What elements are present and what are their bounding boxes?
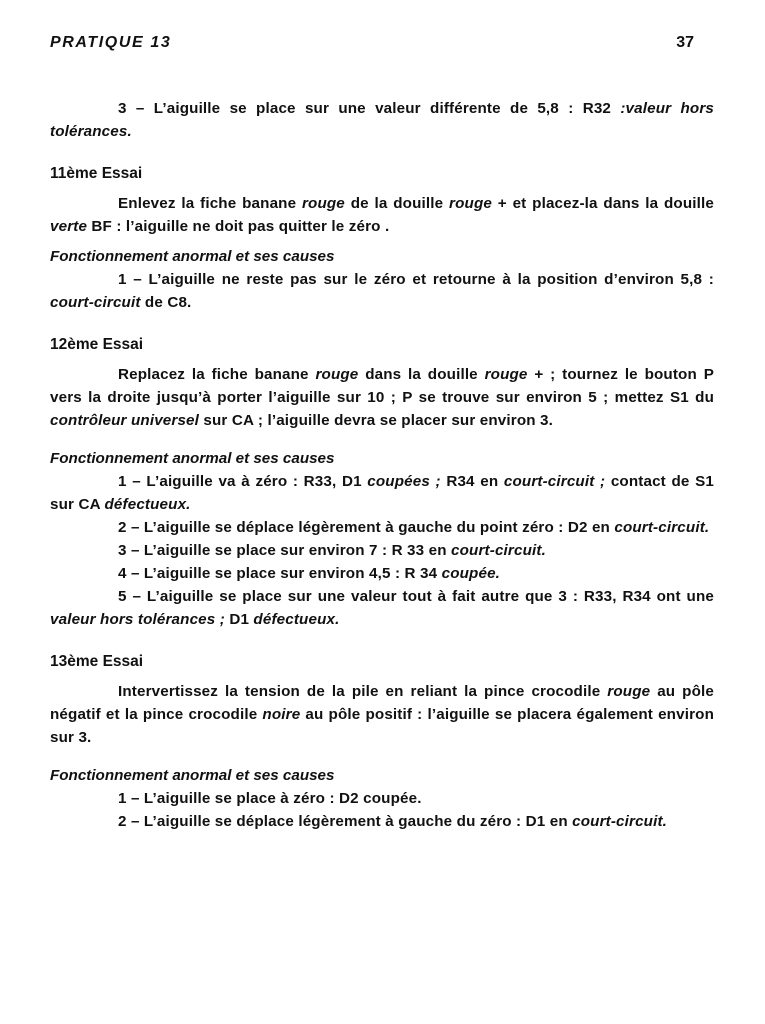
essai12-cause-5 xyxy=(50,585,714,631)
text-run: 5 – L’aiguille se place sur une valeur tout à fait autre que 3 : R33, R34 ont une xyxy=(118,588,714,605)
italic-run: défectueux. xyxy=(104,496,191,513)
running-title: PRATIQUE 13 xyxy=(50,34,172,51)
italic-run: rouge xyxy=(301,195,345,212)
text-run: 4 – L’aiguille se place sur environ 4,5 : R 34 xyxy=(118,565,442,582)
text-run: Replacez la fiche banane xyxy=(118,366,316,383)
causes-title-11: Fonctionnement anormal et ses causes xyxy=(50,248,335,265)
text-run: contact de S1 sur CA xyxy=(50,473,714,513)
causes-title-12: Fonctionnement anormal et ses causes xyxy=(50,450,335,467)
text-run: au pôle positif : l’aiguille se placera également environ sur 3. xyxy=(50,706,714,746)
intro-paragraph xyxy=(50,97,714,143)
italic-run: noire xyxy=(262,706,301,723)
essai13-paragraph xyxy=(50,680,714,749)
essai13-cause-1: 1 – L’aiguille se place à zéro : D2 coupée. xyxy=(118,790,422,807)
italic-run: valeur hors tolérances ; xyxy=(50,611,225,628)
essai12-cause-2 xyxy=(50,516,714,539)
italic-run: rouge xyxy=(315,366,359,383)
page-header xyxy=(50,34,694,58)
text-run: Intervertissez la tension de la pile en reliant la pince crocodile xyxy=(118,683,608,700)
text-run: de C8. xyxy=(140,294,192,311)
text-run: BF : l’aiguille ne doit pas quitter le zéro . xyxy=(87,218,390,235)
text-run: 2 – L’aiguille se déplace légèrement à gauche du zéro : D1 en xyxy=(118,813,573,830)
text-run: au pôle négatif et la pince crocodile xyxy=(50,683,715,723)
text-run: + et placez-la dans la douille xyxy=(491,195,714,212)
italic-run: court-circuit. xyxy=(572,813,668,830)
essai12-cause-4 xyxy=(50,562,714,585)
text-run: dans la douille xyxy=(358,366,485,383)
section-title-13: 13ème Essai xyxy=(50,653,144,670)
italic-run: rouge xyxy=(607,683,651,700)
italic-run: :valeur hors tolérances. xyxy=(50,100,714,140)
italic-run: court-circuit. xyxy=(451,542,546,559)
page-number: 37 xyxy=(676,34,694,51)
text-run: 3 – L’aiguille se place sur environ 7 : R 33 en xyxy=(118,542,452,559)
italic-run: coupée. xyxy=(441,565,501,582)
page-body xyxy=(50,97,714,833)
italic-run: court-circuit ; xyxy=(503,473,606,490)
italic-run: défectueux. xyxy=(253,611,340,628)
essai12-cause-1 xyxy=(50,470,714,516)
text-run: Enlevez la fiche banane xyxy=(118,195,302,212)
text-run: 1 – L’aiguille va à zéro : R33, D1 xyxy=(118,473,368,490)
text-run: sur CA ; l’aiguille devra se placer sur environ 3. xyxy=(199,412,554,429)
text-run: 1 – L’aiguille ne reste pas sur le zéro et retourne à la position d’environ 5,8 : xyxy=(118,271,714,288)
italic-run: rouge xyxy=(449,195,492,212)
essai12-paragraph xyxy=(50,363,714,432)
essai11-paragraph xyxy=(50,192,714,238)
text-run: + ; tournez le bouton P vers la droite jusqu’à porter l’aiguille sur 10 ; P se trouve sur environ 5 ; mettez S1 du xyxy=(50,366,714,406)
text-run: 2 – L’aiguille se déplace légèrement à gauche du point zéro : D2 en xyxy=(118,519,615,536)
essai11-cause-1 xyxy=(50,268,714,314)
italic-run: court-circuit xyxy=(50,294,141,311)
section-title-11: 11ème Essai xyxy=(50,165,143,182)
text-run: D1 xyxy=(224,611,254,628)
essai12-cause-3 xyxy=(50,539,714,562)
text-run: 3 – L’aiguille se place sur une valeur différente de 5,8 : R32 xyxy=(118,100,621,117)
section-title-12: 12ème Essai xyxy=(50,336,144,353)
causes-title-13: Fonctionnement anormal et ses causes xyxy=(50,767,335,784)
italic-run: verte xyxy=(50,218,88,235)
italic-run: rouge xyxy=(484,366,528,383)
italic-run: contrôleur universel xyxy=(50,412,200,429)
text-run: de la douille xyxy=(344,195,450,212)
italic-run: court-circuit. xyxy=(614,519,710,536)
text-run: R34 en xyxy=(440,473,504,490)
essai13-cause-2 xyxy=(50,810,714,833)
italic-run: coupées ; xyxy=(367,473,441,490)
